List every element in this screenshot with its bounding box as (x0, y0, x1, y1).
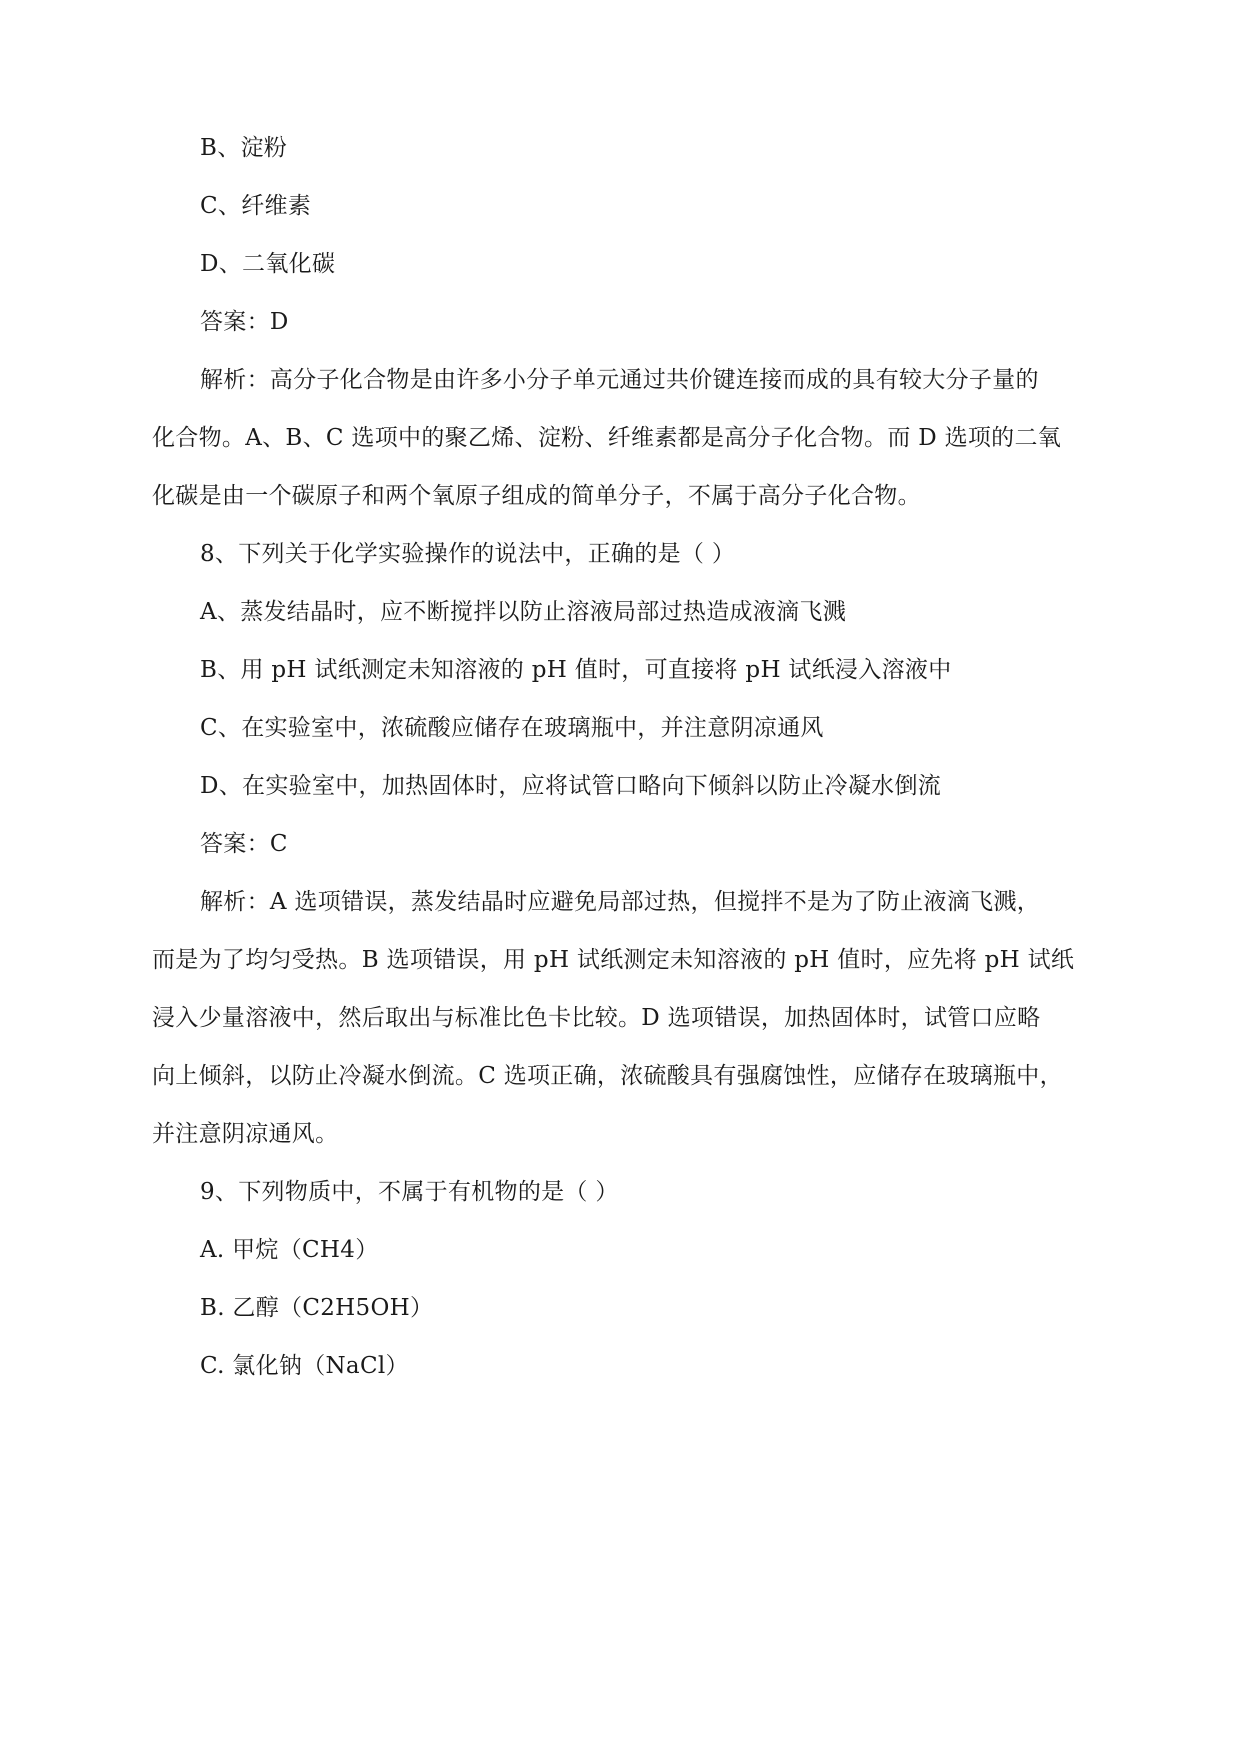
q8-answer: 答案：C (200, 831, 288, 857)
q8-analysis-line: 并注意阴凉通风。 (152, 1121, 339, 1147)
q7-option-d: D、二氧化碳 (200, 251, 336, 277)
q7-analysis-line: 化碳是由一个碳原子和两个氧原子组成的简单分子，不属于高分子化合物。 (152, 483, 921, 509)
q8-option-d: D、在实验室中，加热固体时，应将试管口略向下倾斜以防止冷凝水倒流 (200, 773, 942, 799)
q8-option-b: B、用 pH 试纸测定未知溶液的 pH 值时，可直接将 pH 试纸浸入溶液中 (200, 657, 952, 683)
q8-analysis-line: 而是为了均匀受热。B 选项错误，用 pH 试纸测定未知溶液的 pH 值时，应先将 pH 试纸 (152, 947, 1075, 973)
q7-option-c: C、纤维素 (200, 193, 312, 219)
q7-option-b: B、淀粉 (200, 135, 288, 161)
q8-option-c: C、在实验室中，浓硫酸应储存在玻璃瓶中，并注意阴凉通风 (200, 715, 824, 741)
q8-analysis-line: 向上倾斜，以防止冷凝水倒流。C 选项正确，浓硫酸具有强腐蚀性，应储存在玻璃瓶中， (152, 1063, 1063, 1089)
q9-question: 9、下列物质中，不属于有机物的是（ ） (200, 1179, 619, 1205)
q8-question: 8、下列关于化学实验操作的说法中，正确的是（ ） (200, 541, 736, 567)
q9-option-a: A. 甲烷（CH4） (200, 1237, 379, 1263)
q7-analysis-line: 化合物。A、B、C 选项中的聚乙烯、淀粉、纤维素都是高分子化合物。而 D 选项的二氧 (152, 425, 1062, 451)
q7-analysis-line: 解析：高分子化合物是由许多小分子单元通过共价键连接而成的具有较大分子量的 (200, 367, 1039, 393)
q9-option-b: B. 乙醇（C2H5OH） (200, 1295, 434, 1321)
q8-analysis-line: 解析：A 选项错误，蒸发结晶时应避免局部过热，但搅拌不是为了防止液滴飞溅， (200, 889, 1041, 915)
q8-analysis-line: 浸入少量溶液中，然后取出与标准比色卡比较。D 选项错误，加热固体时，试管口应略 (152, 1005, 1041, 1031)
q7-answer: 答案：D (200, 309, 289, 335)
q8-option-a: A、蒸发结晶时，应不断搅拌以防止溶液局部过热造成液滴飞溅 (200, 599, 847, 625)
q9-option-c: C. 氯化钠（NaCl） (200, 1353, 409, 1379)
